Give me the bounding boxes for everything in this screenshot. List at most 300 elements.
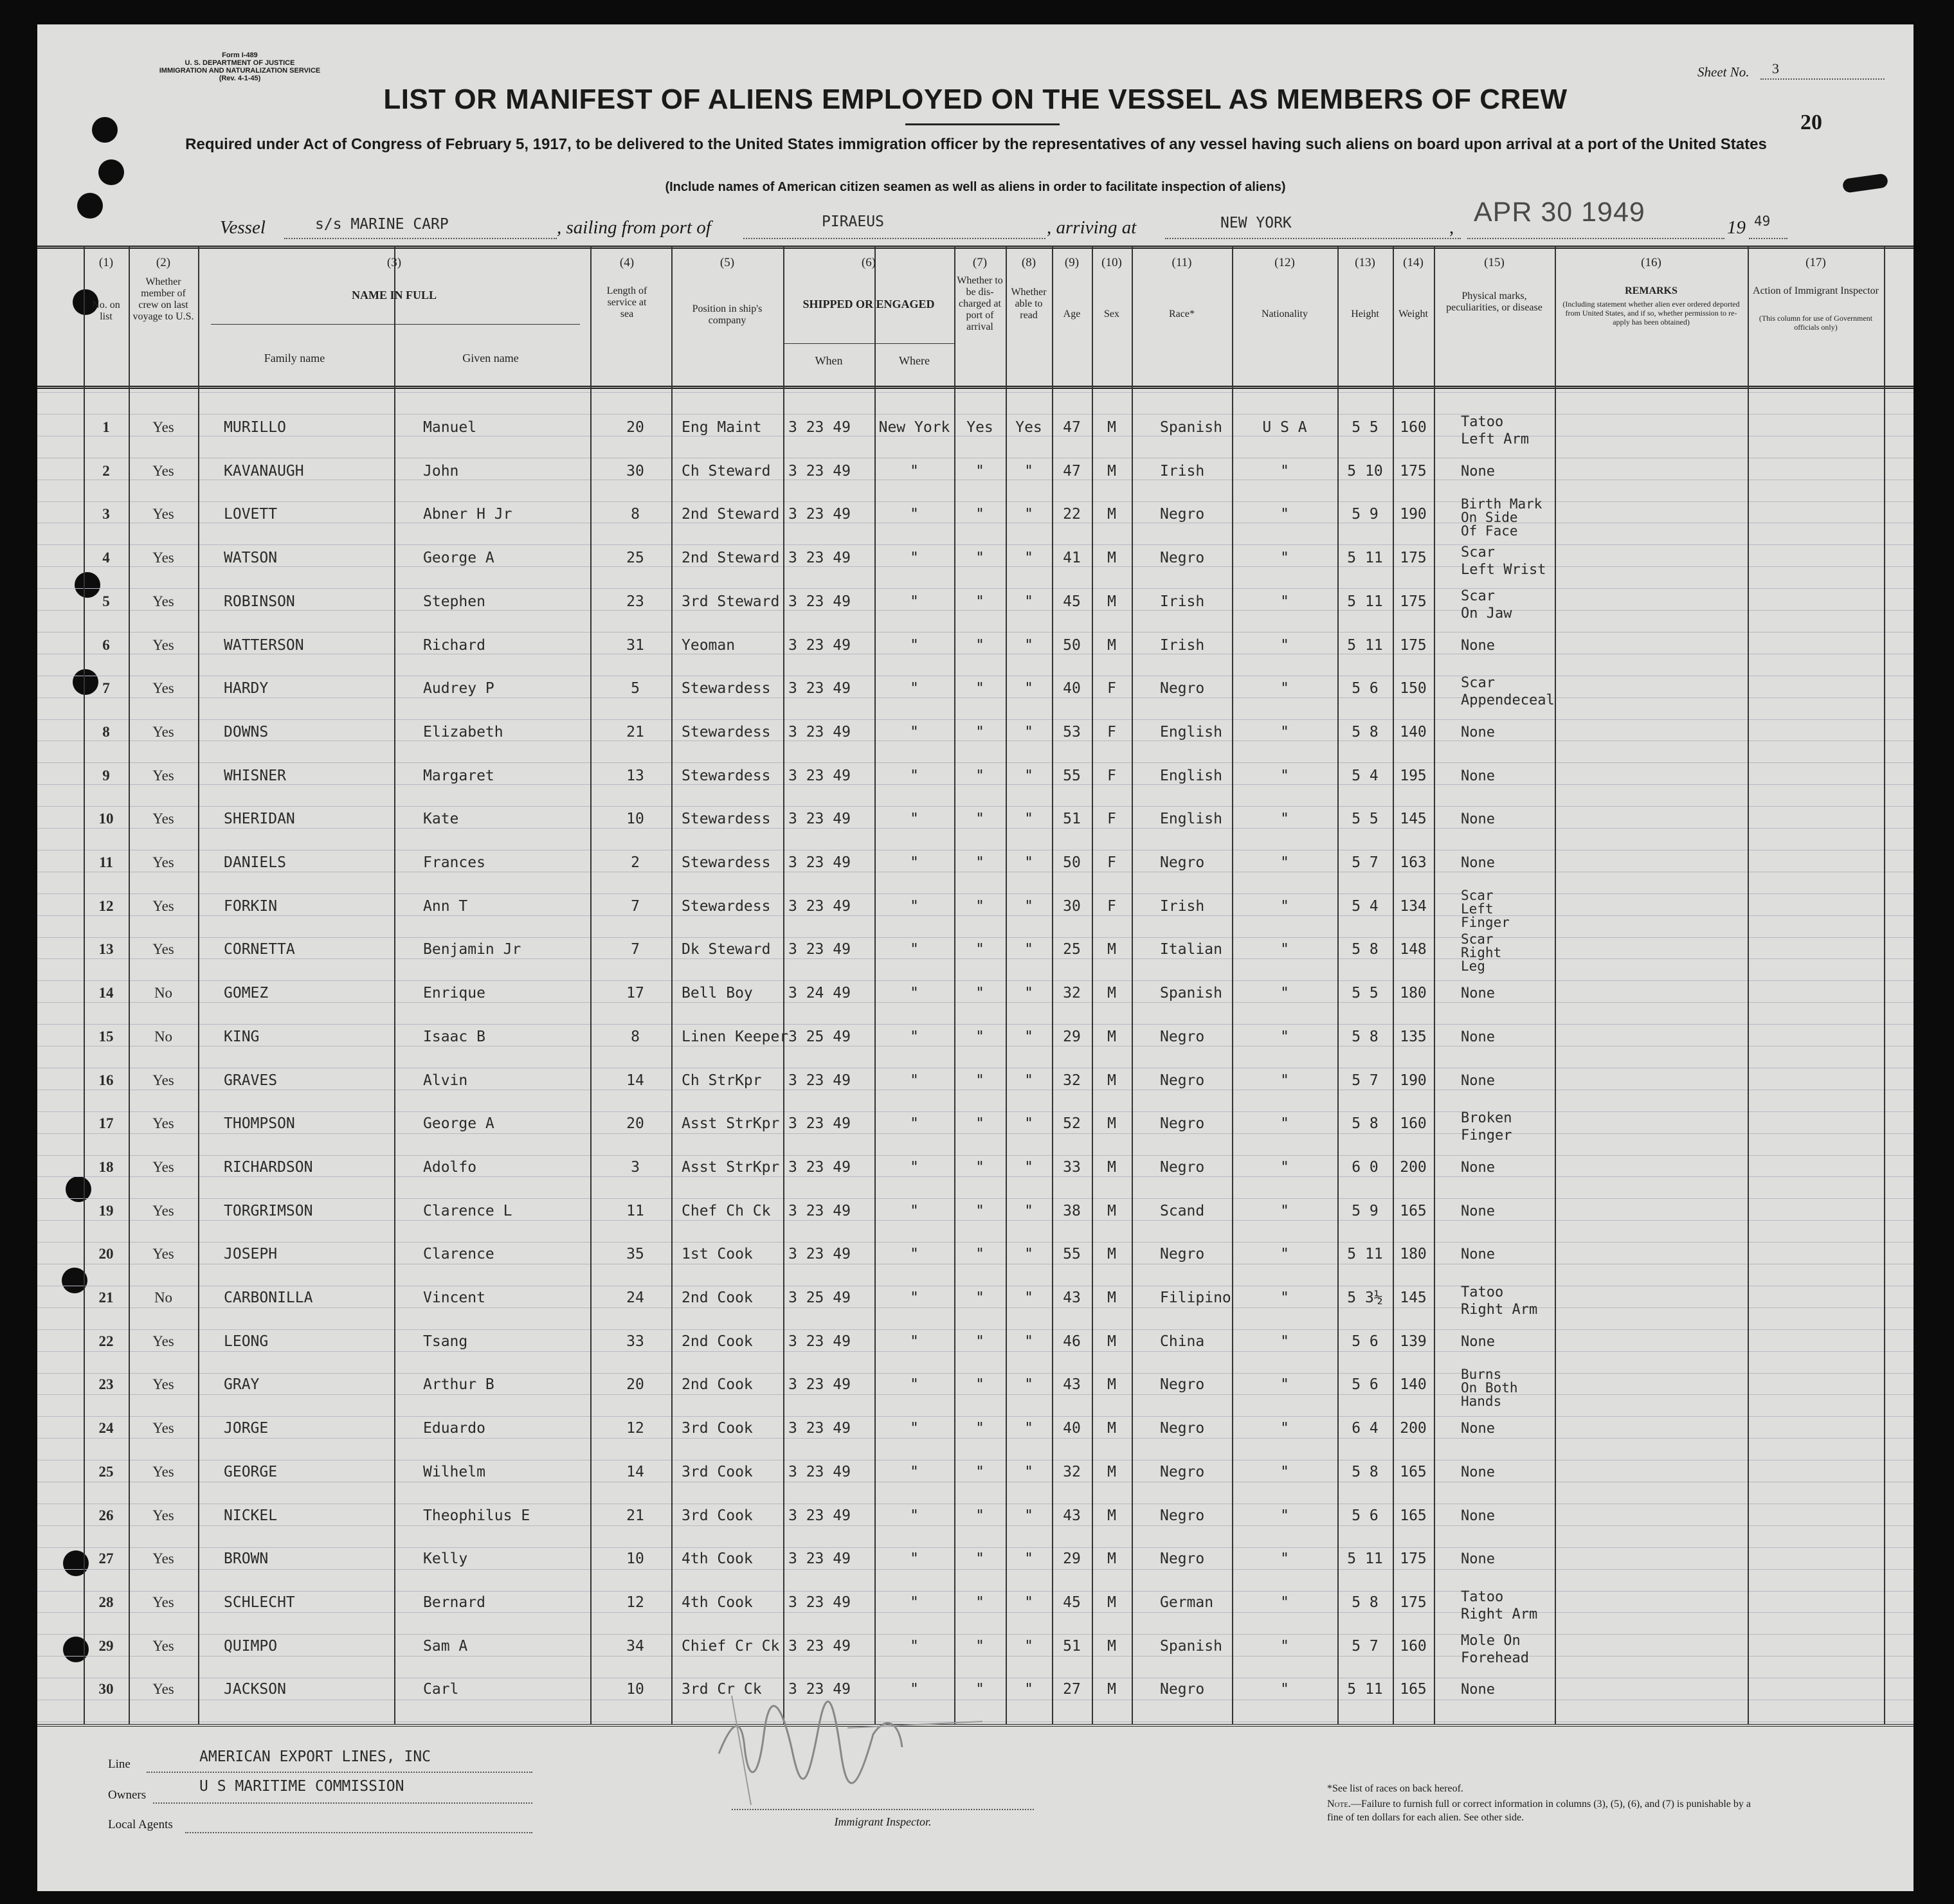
able-to-read: " <box>1024 1202 1033 1219</box>
row-number: 11 <box>99 854 113 870</box>
able-to-read: " <box>1024 1246 1033 1263</box>
discharged: " <box>975 897 984 915</box>
sex: F <box>1107 723 1116 741</box>
row-number: 9 <box>102 767 110 784</box>
shipped-where: " <box>910 1376 919 1394</box>
age: 32 <box>1063 985 1081 1002</box>
col6a-header: When <box>815 354 843 367</box>
service-length: 25 <box>626 550 644 567</box>
crew-table <box>37 246 1913 1725</box>
discharged: " <box>975 550 984 567</box>
family-name: KING <box>224 1028 260 1045</box>
nationality: " <box>1280 1028 1289 1045</box>
able-to-read: " <box>1024 1681 1033 1698</box>
weight: 145 <box>1400 811 1427 828</box>
agents-underline <box>185 1832 532 1833</box>
port-from: PIRAEUS <box>822 213 884 230</box>
service-length: 23 <box>626 593 644 610</box>
able-to-read: " <box>1024 1289 1033 1306</box>
sex: F <box>1107 854 1116 871</box>
ruled-line <box>37 588 1913 589</box>
able-to-read: " <box>1024 1594 1033 1611</box>
nationality: " <box>1280 1115 1289 1133</box>
col14-number: (14) <box>1403 256 1424 269</box>
nationality: " <box>1280 1420 1289 1437</box>
previous-voyage: No <box>154 1028 173 1045</box>
physical-marks: None <box>1461 1072 1495 1089</box>
discharged: " <box>975 1158 984 1176</box>
shipped-where: " <box>910 1420 919 1437</box>
shipped-where: " <box>910 1028 919 1045</box>
family-name: SHERIDAN <box>224 811 295 828</box>
col9-number: (9) <box>1064 256 1080 269</box>
family-name: WATTERSON <box>224 636 304 654</box>
age: 25 <box>1063 941 1081 958</box>
previous-voyage: Yes <box>152 941 174 958</box>
col9-header: Age <box>1063 309 1081 319</box>
weight: 175 <box>1400 550 1427 567</box>
col16-number: (16) <box>1641 256 1661 269</box>
nationality: " <box>1280 767 1289 784</box>
height: 5 5 <box>1352 419 1379 436</box>
position: Stewardess <box>682 854 771 871</box>
previous-voyage: Yes <box>152 897 174 914</box>
height: 6 4 <box>1352 1420 1379 1437</box>
age: 32 <box>1063 1072 1081 1089</box>
given-name: Frances <box>423 854 485 871</box>
footer-note <box>1327 1797 1764 1824</box>
given-name: Isaac B <box>423 1028 485 1045</box>
note-text: —Failure to furnish full or correct information in columns (3), (5), (6), and (7) is punishable by a fine of ten dollars for each alien. See other side. <box>1327 1799 1751 1823</box>
year-prefix: 19 <box>1727 217 1746 238</box>
race: Irish <box>1160 636 1205 654</box>
punch-hole <box>77 193 103 219</box>
physical-marks: None <box>1461 724 1495 741</box>
service-length: 14 <box>626 1072 644 1089</box>
nationality: " <box>1280 723 1289 741</box>
row-number: 13 <box>98 941 114 958</box>
shipped-when: 3 23 49 <box>788 636 851 654</box>
height: 5 7 <box>1352 1637 1379 1655</box>
page-subtitle: Required under Act of Congress of February 5, 1917, to be delivered to the United States immigration officer by the representatives of any vessel having such aliens on board upon arrival at a port of the United States <box>185 136 1767 153</box>
service-length: 5 <box>631 680 640 697</box>
sex: M <box>1107 506 1116 523</box>
able-to-read: " <box>1024 767 1033 784</box>
family-name: RICHARDSON <box>224 1158 313 1176</box>
nationality: " <box>1280 680 1289 697</box>
owners-value: U S MARITIME COMMISSION <box>199 1778 404 1795</box>
weight: 135 <box>1400 1028 1427 1045</box>
race: English <box>1160 767 1222 784</box>
shipped-when: 3 23 49 <box>788 811 851 828</box>
physical-marks: On Both <box>1461 1379 1518 1396</box>
physical-marks: Right <box>1461 944 1502 960</box>
form-number: Form I-489 <box>222 51 258 59</box>
sex: M <box>1107 1637 1116 1655</box>
given-name: Vincent <box>423 1289 485 1306</box>
weight: 180 <box>1400 985 1427 1002</box>
row-number: 24 <box>98 1420 114 1437</box>
nationality: " <box>1280 985 1289 1002</box>
discharged: " <box>975 1289 984 1306</box>
race: Filipino <box>1160 1289 1231 1306</box>
discharged: " <box>975 462 984 480</box>
previous-voyage: Yes <box>152 680 174 697</box>
age: 40 <box>1063 1420 1081 1437</box>
previous-voyage: Yes <box>152 767 174 784</box>
ruled-line <box>37 632 1913 633</box>
column-line <box>1555 246 1556 1724</box>
discharged: " <box>975 1507 984 1524</box>
race: Negro <box>1160 680 1205 697</box>
previous-voyage: Yes <box>152 1594 174 1610</box>
ruled-line <box>37 1569 1913 1570</box>
family-name: DANIELS <box>224 854 286 871</box>
sex: M <box>1107 462 1116 480</box>
sex: M <box>1107 1202 1116 1219</box>
nationality: " <box>1280 897 1289 915</box>
ruled-line <box>37 1612 1913 1613</box>
shipped-subheader-rule <box>783 343 954 344</box>
race: Spanish <box>1160 1637 1222 1655</box>
family-name: FORKIN <box>224 897 278 915</box>
col14-header: Weight <box>1398 309 1428 319</box>
given-name: Clarence <box>423 1246 494 1263</box>
service-length: 7 <box>631 897 640 915</box>
race: China <box>1160 1333 1205 1350</box>
service-length: 10 <box>626 1681 644 1698</box>
discharged: " <box>975 1550 984 1568</box>
shipped-when: 3 23 49 <box>788 941 851 958</box>
race: Irish <box>1160 897 1205 915</box>
physical-marks: On Side <box>1461 509 1518 525</box>
row-number: 27 <box>98 1550 114 1567</box>
discharged: " <box>975 1202 984 1219</box>
sex: M <box>1107 419 1116 436</box>
age: 47 <box>1063 419 1081 436</box>
physical-marks: Right Arm <box>1461 1302 1538 1318</box>
previous-voyage: No <box>154 985 173 1001</box>
comma: , <box>1449 217 1454 238</box>
shipped-where: " <box>910 723 919 741</box>
able-to-read: " <box>1024 1376 1033 1394</box>
sheet-number: 3 <box>1760 60 1885 80</box>
physical-marks: None <box>1461 1028 1495 1045</box>
nationality: " <box>1280 1550 1289 1568</box>
physical-marks: Scar <box>1461 675 1495 692</box>
weight: 140 <box>1400 723 1427 741</box>
previous-voyage: Yes <box>152 1202 174 1219</box>
col16-note: (Including statement whether alien ever ordered deported from United States, and if so, whether permission to re-apply has been obtained) <box>1562 300 1740 327</box>
shipped-where: " <box>910 1158 919 1176</box>
discharged: " <box>975 767 984 784</box>
row-number: 21 <box>98 1289 114 1306</box>
age: 55 <box>1063 1246 1081 1263</box>
service-length: 10 <box>626 1550 644 1568</box>
note-label: Note. <box>1327 1799 1351 1810</box>
age: 38 <box>1063 1202 1081 1219</box>
port-from-underline <box>743 238 1045 239</box>
service-length: 12 <box>626 1594 644 1611</box>
able-to-read: " <box>1024 1115 1033 1133</box>
col5-header: Position in ship's company <box>692 303 763 326</box>
age: 55 <box>1063 767 1081 784</box>
physical-marks: Mole On <box>1461 1632 1521 1649</box>
row-number: 22 <box>98 1333 114 1349</box>
ruled-line <box>37 1525 1913 1526</box>
race: Irish <box>1160 593 1205 610</box>
page-title: LIST OR MANIFEST OF ALIENS EMPLOYED ON THE VESSEL AS MEMBERS OF CREW <box>383 84 1568 115</box>
shipped-when: 3 23 49 <box>788 1637 851 1655</box>
shipped-where: " <box>910 1246 919 1263</box>
col6-number: (6) <box>861 256 876 269</box>
row-number: 3 <box>102 506 110 523</box>
given-name: Kelly <box>423 1550 468 1568</box>
row-number: 4 <box>102 550 110 566</box>
column-line <box>1434 246 1435 1724</box>
physical-marks: Finger <box>1461 1127 1512 1144</box>
shipped-where: " <box>910 1202 919 1219</box>
row-number: 17 <box>98 1115 114 1132</box>
position: Stewardess <box>682 723 771 741</box>
row-number: 19 <box>98 1202 114 1219</box>
family-name: CORNETTA <box>224 941 295 958</box>
column-line <box>1132 246 1133 1724</box>
service-length: 24 <box>626 1289 644 1306</box>
shipped-where: " <box>910 1550 919 1568</box>
family-name: BROWN <box>224 1550 269 1568</box>
form-service: IMMIGRATION AND NATURALIZATION SERVICE <box>159 67 321 75</box>
previous-voyage: Yes <box>152 593 174 609</box>
shipped-when: 3 23 49 <box>788 767 851 784</box>
service-length: 17 <box>626 985 644 1002</box>
ruled-line <box>37 1591 1913 1592</box>
discharged: " <box>975 811 984 828</box>
previous-voyage: Yes <box>152 1463 174 1480</box>
physical-marks: Broken <box>1461 1110 1512 1127</box>
service-length: 21 <box>626 723 644 741</box>
table-top-border <box>37 246 1913 249</box>
shipped-when: 3 23 49 <box>788 1072 851 1089</box>
family-name: JACKSON <box>224 1681 286 1698</box>
previous-voyage: Yes <box>152 1681 174 1698</box>
able-to-read: " <box>1024 593 1033 610</box>
family-name: WATSON <box>224 550 278 567</box>
sailing-label: , sailing from port of <box>557 217 711 238</box>
position: 4th Cook <box>682 1594 753 1611</box>
ruled-line <box>37 937 1913 938</box>
able-to-read: " <box>1024 1637 1033 1655</box>
physical-marks: Hands <box>1461 1393 1502 1409</box>
family-name: GEORGE <box>224 1463 278 1480</box>
height: 5 8 <box>1352 1594 1379 1611</box>
col7-number: (7) <box>972 256 988 269</box>
height: 5 6 <box>1352 1507 1379 1524</box>
col3-number: (3) <box>386 256 402 269</box>
discharged: " <box>975 985 984 1002</box>
shipped-where: " <box>910 593 919 610</box>
position: 3rd Cr Ck <box>682 1681 762 1698</box>
shipped-when: 3 23 49 <box>788 1550 851 1568</box>
weight: 180 <box>1400 1246 1427 1263</box>
race: Spanish <box>1160 985 1222 1002</box>
height: 5 4 <box>1352 897 1379 915</box>
ruled-line <box>37 828 1913 829</box>
physical-marks: Left Wrist <box>1461 562 1546 579</box>
weight: 175 <box>1400 593 1427 610</box>
discharged: " <box>975 1072 984 1089</box>
service-length: 12 <box>626 1420 644 1437</box>
position: Ch StrKpr <box>682 1072 762 1089</box>
able-to-read: " <box>1024 1333 1033 1350</box>
position: Chief Cr Ck <box>682 1637 780 1655</box>
height: 5 9 <box>1352 1202 1379 1219</box>
ruled-line <box>37 1220 1913 1221</box>
nationality: " <box>1280 1158 1289 1176</box>
races-note: *See list of races on back hereof. <box>1327 1783 1463 1794</box>
nationality: " <box>1280 593 1289 610</box>
family-name: GOMEZ <box>224 985 269 1002</box>
shipped-when: 3 23 49 <box>788 506 851 523</box>
col1-header: No. on list <box>92 300 120 322</box>
physical-marks: Scar <box>1461 931 1494 947</box>
family-name: GRAY <box>224 1376 260 1394</box>
shipped-when: 3 23 49 <box>788 1115 851 1133</box>
row-number: 14 <box>98 985 114 1001</box>
weight: 160 <box>1400 419 1427 436</box>
sex: M <box>1107 593 1116 610</box>
given-name: Audrey P <box>423 680 494 697</box>
family-name: LOVETT <box>224 506 278 523</box>
given-name: Sam A <box>423 1637 468 1655</box>
service-length: 30 <box>626 462 644 480</box>
weight: 165 <box>1400 1507 1427 1524</box>
weight: 145 <box>1400 1289 1427 1306</box>
col7-header: Whether to be dis- charged at port of arrival <box>957 275 1003 332</box>
col8-header: Whether able to read <box>1011 287 1047 321</box>
able-to-read: " <box>1024 1420 1033 1437</box>
given-name: George A <box>423 1115 494 1133</box>
physical-marks: None <box>1461 855 1495 871</box>
name-subheader-rule <box>211 324 580 325</box>
given-name: Richard <box>423 636 485 654</box>
physical-marks: Scar <box>1461 544 1495 561</box>
position: 3rd Cook <box>682 1507 753 1524</box>
height: 5 11 <box>1347 1246 1383 1263</box>
shipped-when: 3 24 49 <box>788 985 851 1002</box>
shipped-when: 3 23 49 <box>788 550 851 567</box>
physical-marks: Right Arm <box>1461 1606 1538 1622</box>
previous-voyage: Yes <box>152 1246 174 1262</box>
height: 5 3½ <box>1347 1289 1383 1306</box>
race: Negro <box>1160 550 1205 567</box>
owners-label: Owners <box>108 1788 147 1802</box>
sex: M <box>1107 1289 1116 1306</box>
col5-number: (5) <box>719 256 735 269</box>
race: Negro <box>1160 1072 1205 1089</box>
ruled-line <box>37 1024 1913 1025</box>
shipped-where: " <box>910 680 919 697</box>
ruled-line <box>37 1329 1913 1330</box>
service-length: 11 <box>626 1202 644 1219</box>
shipped-where: " <box>910 1115 919 1133</box>
ruled-line <box>37 1198 1913 1199</box>
nationality: " <box>1280 1246 1289 1263</box>
shipped-where: " <box>910 1463 919 1480</box>
height: 6 0 <box>1352 1158 1379 1176</box>
given-name: Bernard <box>423 1594 485 1611</box>
row-number: 16 <box>98 1072 114 1088</box>
discharged: " <box>975 941 984 958</box>
sex: F <box>1107 897 1116 915</box>
col4-header: Length of service at sea <box>606 285 647 319</box>
previous-voyage: Yes <box>152 811 174 827</box>
shipped-where: " <box>910 1289 919 1306</box>
shipped-where: " <box>910 636 919 654</box>
shipped-when: 3 23 49 <box>788 1507 851 1524</box>
physical-marks: None <box>1461 768 1495 784</box>
service-length: 14 <box>626 1463 644 1480</box>
shipped-where: " <box>910 985 919 1002</box>
family-name: HARDY <box>224 680 269 697</box>
weight: 134 <box>1400 897 1427 915</box>
given-name: Margaret <box>423 767 494 784</box>
physical-marks: Appendeceal <box>1461 692 1555 709</box>
physical-marks: Tatoo <box>1461 1284 1504 1300</box>
port-to-underline <box>1165 238 1461 239</box>
previous-voyage: Yes <box>152 1115 174 1132</box>
vessel-underline <box>284 238 557 239</box>
given-name: Ann T <box>423 897 468 915</box>
shipped-when: 3 23 49 <box>788 680 851 697</box>
nationality: " <box>1280 1507 1289 1524</box>
sex: M <box>1107 1028 1116 1045</box>
agents-label: Local Agents <box>108 1818 173 1831</box>
form-revision: (Rev. 4-1-45) <box>219 75 261 82</box>
height: 5 8 <box>1352 1028 1379 1045</box>
ruled-line <box>37 1634 1913 1635</box>
column-line <box>1748 246 1749 1724</box>
age: 51 <box>1063 811 1081 828</box>
height: 5 11 <box>1347 636 1383 654</box>
physical-marks: Burns <box>1461 1366 1502 1382</box>
able-to-read: " <box>1024 1550 1033 1568</box>
physical-marks: None <box>1461 1159 1495 1176</box>
sex: M <box>1107 1463 1116 1480</box>
previous-voyage: Yes <box>152 1507 174 1523</box>
previous-voyage: Yes <box>152 1158 174 1175</box>
previous-voyage: Yes <box>152 1637 174 1654</box>
position: Yeoman <box>682 636 736 654</box>
year: 49 <box>1754 213 1771 229</box>
race: Negro <box>1160 1115 1205 1133</box>
race: Negro <box>1160 1420 1205 1437</box>
previous-voyage: Yes <box>152 1550 174 1567</box>
ruled-line <box>37 501 1913 502</box>
physical-marks: Birth Mark <box>1461 496 1542 512</box>
row-number: 1 <box>102 419 110 435</box>
previous-voyage: Yes <box>152 419 174 435</box>
discharged: " <box>975 680 984 697</box>
family-name: QUIMPO <box>224 1637 278 1655</box>
position: 3rd Steward <box>682 593 780 610</box>
col16-header: REMARKS <box>1625 285 1678 296</box>
physical-marks: Tatoo <box>1461 414 1504 430</box>
race: Italian <box>1160 941 1222 958</box>
given-name: George A <box>423 550 494 567</box>
age: 30 <box>1063 897 1081 915</box>
given-name: Alvin <box>423 1072 468 1089</box>
